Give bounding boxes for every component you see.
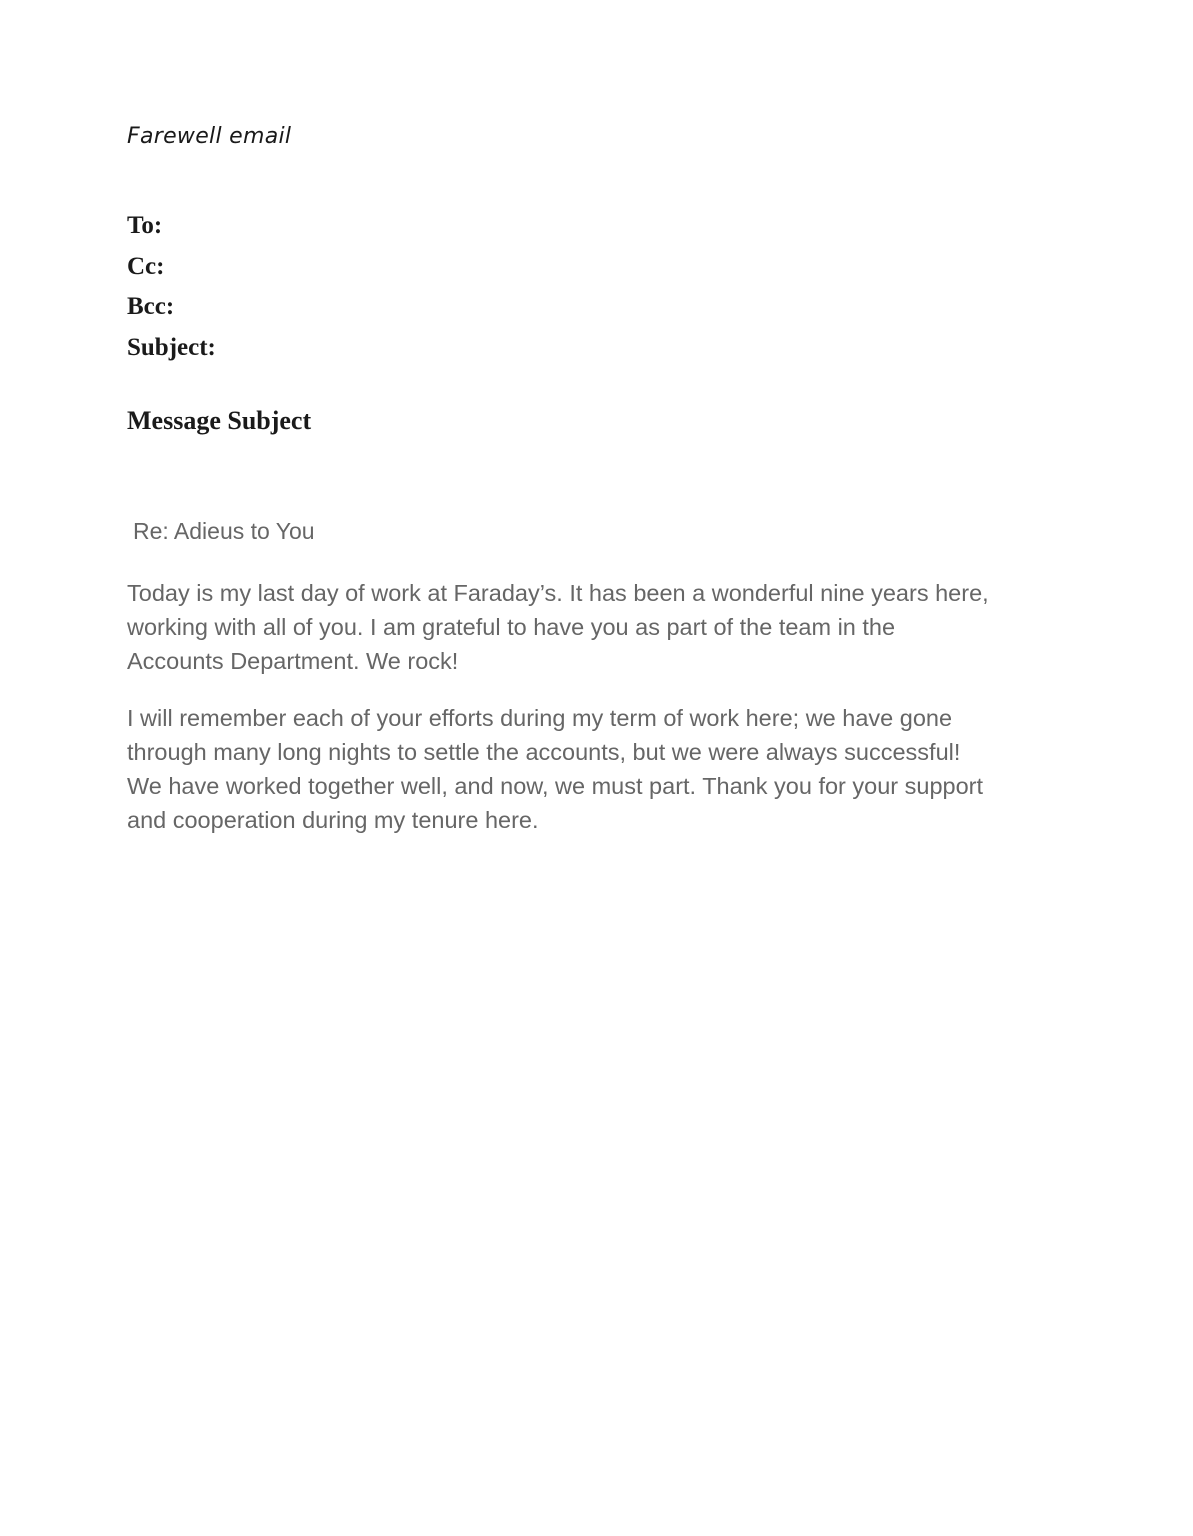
- paragraph-line: through many long nights to settle the accounts, but we were always successful!: [127, 739, 961, 765]
- email-header-fields: [127, 206, 216, 368]
- paragraph-line: working with all of you. I am grateful to have you as part of the team in the: [127, 614, 896, 640]
- to-field-label: To:: [127, 212, 163, 239]
- bcc-field-label: Bcc:: [127, 293, 175, 320]
- body-paragraph-1: [127, 576, 989, 678]
- paragraph-line: I will remember each of your efforts during my term of work here; we have gone: [127, 705, 953, 731]
- paragraph-line: and cooperation during my tenure here.: [127, 807, 539, 833]
- body-paragraph-2: [127, 701, 983, 837]
- paragraph-line: Today is my last day of work at Faraday’s. It has been a wonderful nine years here,: [127, 580, 989, 606]
- document-title: Farewell email: [127, 124, 292, 149]
- subject-field-label: Subject:: [127, 333, 216, 361]
- paragraph-line: We have worked together well, and now, we must part. Thank you for your support: [127, 773, 984, 799]
- re-line: Re: Adieus to You: [133, 518, 315, 544]
- cc-field-label: Cc:: [127, 252, 165, 280]
- paragraph-line: Accounts Department. We rock!: [127, 648, 459, 674]
- message-subject-heading: Message Subject: [127, 406, 312, 435]
